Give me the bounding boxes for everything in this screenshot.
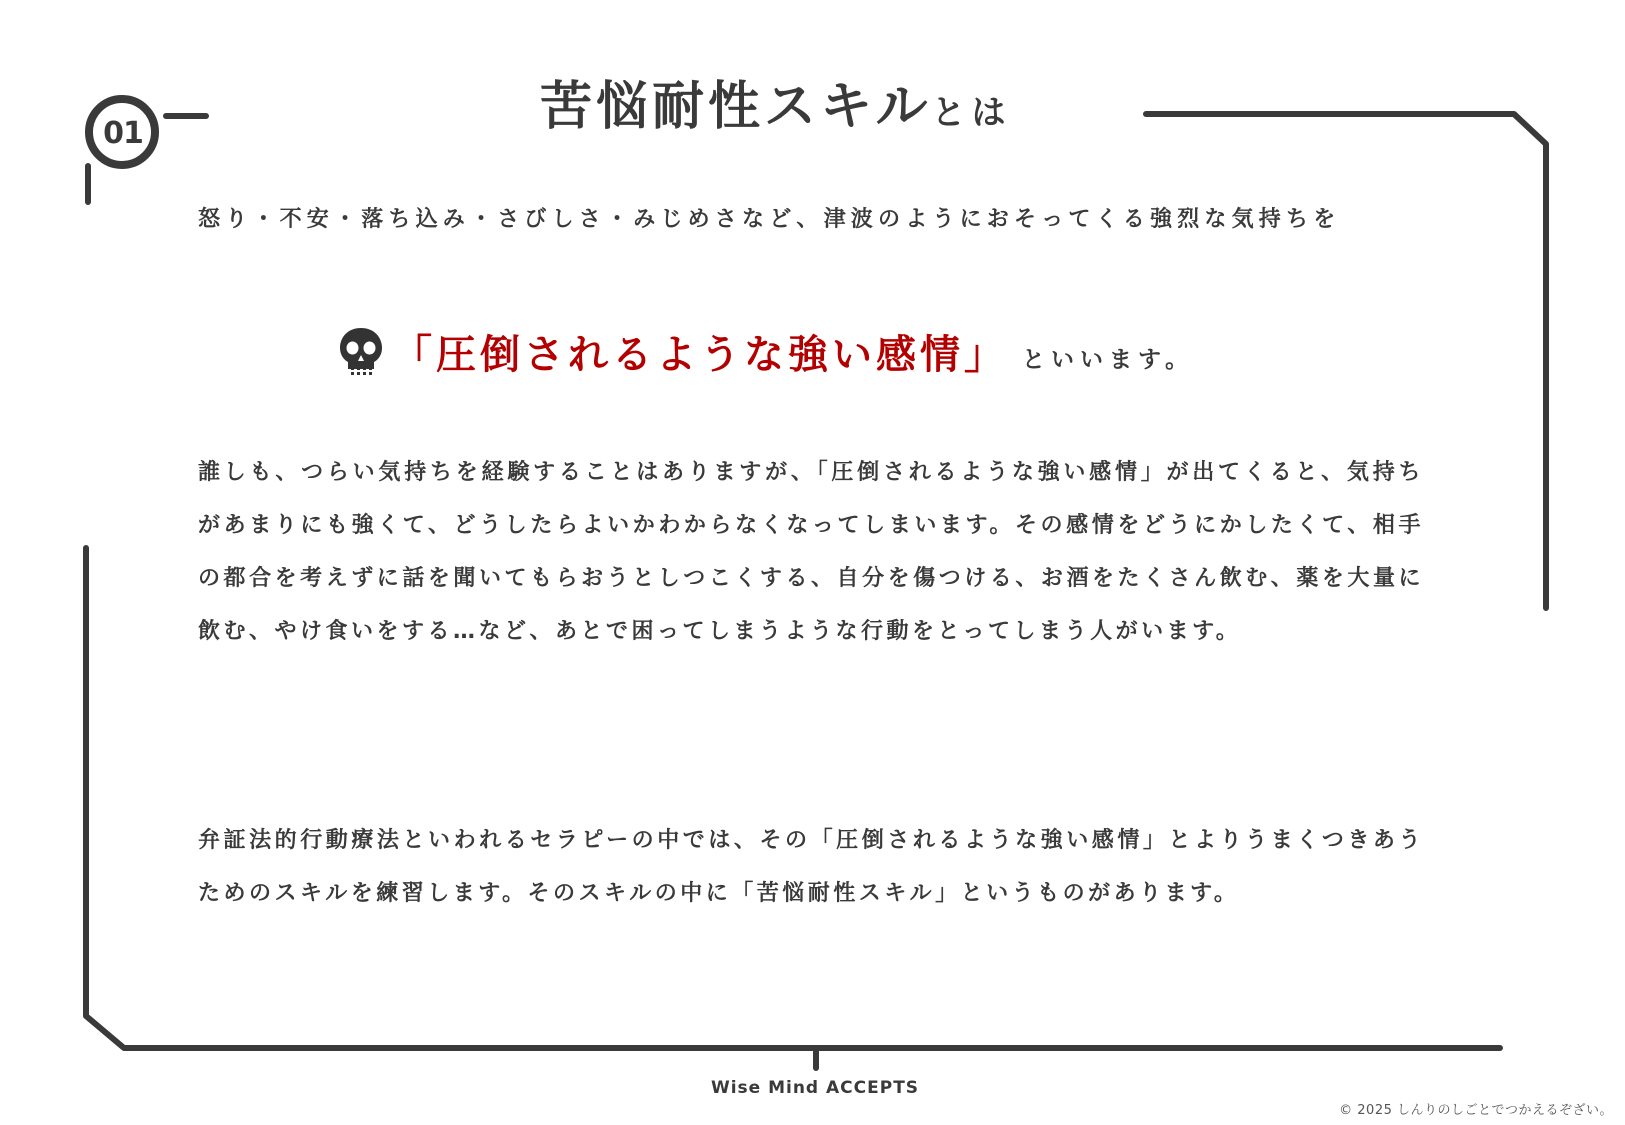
footer-brand: Wise Mind ACCEPTS <box>710 1078 920 1098</box>
body-paragraph-2: 弁証法的行動療法といわれるセラピーの中では、その「圧倒されるような強い感情」とよりうまくつきあうためのスキルを練習します。そのスキルの中に「苦悩耐性スキル」というものがあります。 <box>198 828 1424 906</box>
highlight-emotion: 「圧倒されるような強い感情」 <box>392 331 1008 378</box>
section-number: 01 <box>103 115 143 151</box>
title-suffix: とは <box>931 93 1012 133</box>
skull-icon <box>338 326 384 376</box>
copyright: © 2025 しんりのしごとでつかえるぞざい。 <box>1339 1103 1613 1118</box>
intro-text: 怒り・不安・落ち込み・さびしさ・みじめさなど、津波のようにおそってくる強烈な気持ちを <box>198 207 1341 232</box>
page-title <box>540 72 1140 154</box>
body-paragraph-1: 誰しも、つらい気持ちを経験することはありますが、「圧倒されるような強い感情」が出てくると、気持ちがあまりにも強くて、どうしたらよいかわからなくなってしまいます。その感情をどうにかしたくて、相手の都合を考えずに話を聞いてもらおうとしつこくする、自分を傷つける、お酒をたくさん飲む、薬を大量に飲む、やけ食いをする…など、あとで困ってしまうような行動をとってしまう人がいます。 <box>198 460 1424 644</box>
highlight-suffix: といいます。 <box>1022 346 1195 373</box>
title-main: 苦悩耐性スキル <box>540 77 932 137</box>
highlight-row <box>338 318 1194 384</box>
